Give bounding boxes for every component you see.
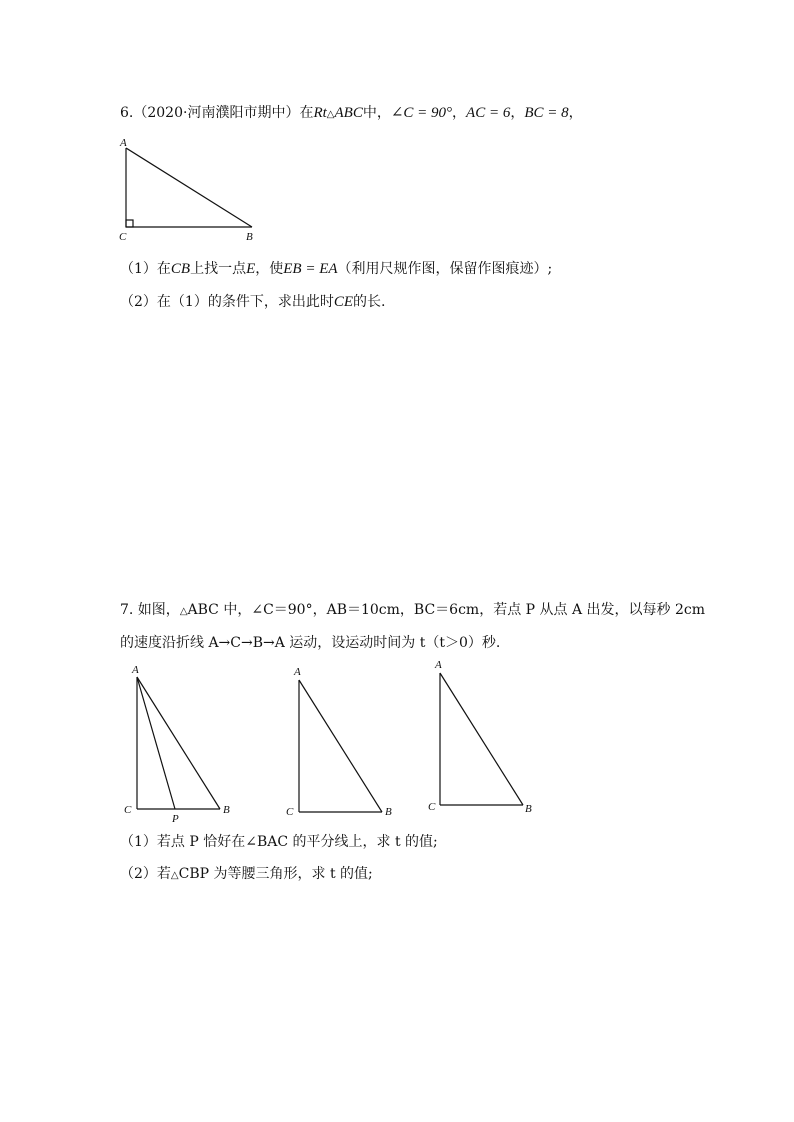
q7-f1-side-ab — [137, 677, 220, 809]
triangle-icon: △ — [179, 606, 188, 617]
q7-f1-label-b: B — [223, 804, 230, 816]
q6-stem: 6.（2020·河南濮阳市期中）在Rt△ABC中，∠C = 90°，AC = 6，BC = 8， — [120, 105, 583, 121]
q7-f1-label-a: A — [132, 664, 139, 676]
q7-f1-label-p: P — [172, 813, 179, 825]
q6-label-b: B — [246, 231, 253, 243]
q7-sub1: （1）若点 P 恰好在∠BAC 的平分线上，求 t 的值; — [120, 834, 438, 850]
q6-sub2: （2）在（1）的条件下，求出此时CE的长. — [120, 294, 386, 310]
q7-f1-segment-ap — [137, 677, 175, 809]
q7-stem-line1: 7. 如图，△ABC 中，∠C＝90°，AB＝10cm，BC＝6cm，若点 P 从点 A 出发，以每秒 2cm — [120, 602, 706, 618]
q6-angle: ∠C = 90° — [390, 105, 453, 121]
q7-figure-3 — [428, 659, 532, 815]
q7-sub2: （2）若△CBP 为等腰三角形，求 t 的值; — [120, 866, 373, 882]
q7-f1-label-c: C — [124, 804, 132, 816]
q6-label-c: C — [119, 231, 127, 243]
q6-bc: BC = 8 — [524, 105, 569, 121]
triangle-icon: △ — [326, 109, 335, 120]
q7-f2-label-c: C — [286, 806, 294, 818]
q7-f3-side-ab — [440, 673, 523, 805]
q7-figure-1 — [124, 664, 230, 825]
q7-f2-label-a: A — [294, 666, 301, 678]
q6-source: （2020·河南濮阳市期中）在 — [133, 105, 314, 121]
q6-label-a: A — [120, 137, 127, 149]
q6-number: 6. — [120, 105, 134, 121]
q6-sub1: （1）在CB上找一点E，使EB = EA（利用尺规作图，保留作图痕迹）; — [120, 261, 553, 277]
q7-f3-label-b: B — [525, 803, 532, 815]
q7-figure-2 — [286, 666, 392, 818]
q7-stem-line2: 的速度沿折线 A→C→B→A 运动，设运动时间为 t（t＞0）秒. — [120, 635, 501, 651]
q6-triangle-name: ABC — [334, 105, 363, 121]
q7-f2-side-ab — [299, 680, 382, 812]
q7-f3-label-a: A — [435, 659, 442, 671]
q7-f3-label-c: C — [428, 801, 436, 813]
triangle-icon: △ — [170, 870, 179, 881]
q6-ac: AC = 6 — [466, 105, 511, 121]
q7-f2-label-b: B — [385, 806, 392, 818]
